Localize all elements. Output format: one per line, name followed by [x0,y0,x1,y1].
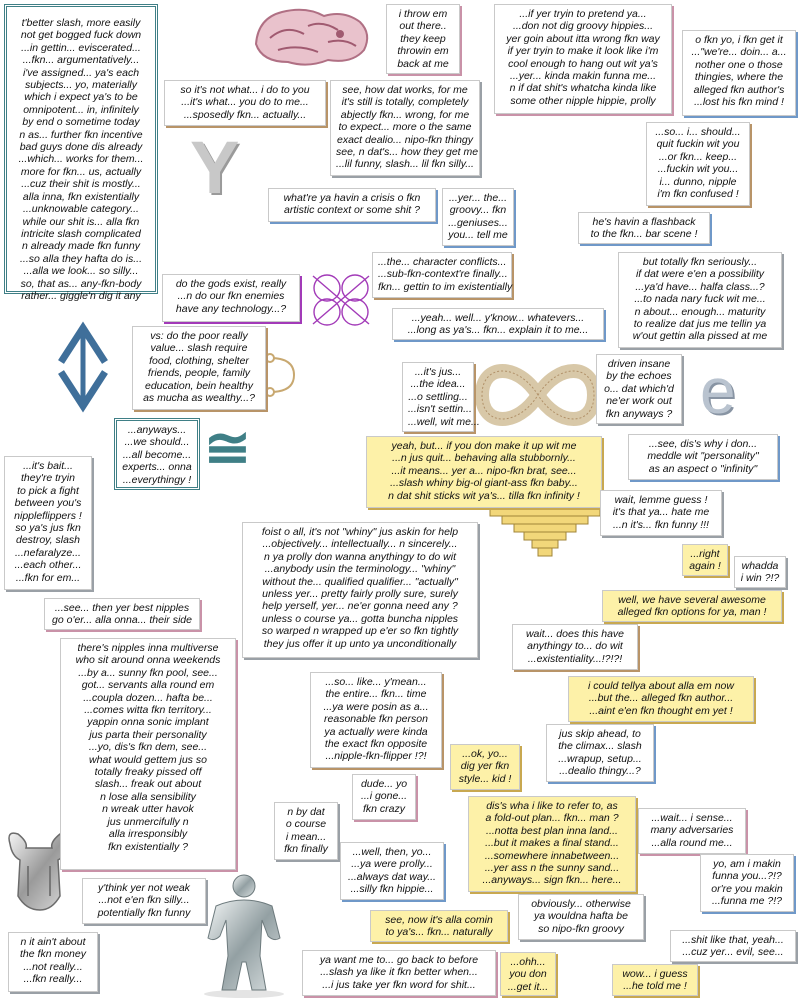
speech-bubble: i throw em out there.. they keep throwin em back at me [386,4,460,74]
speech-bubble: see, now it's alla comin to ya's... fkn... naturally [370,910,508,942]
speech-bubble: foist o all, it's not "whiny" jus askin for help ...objectively... intellectually... n sincerely... n ya prolly don wanna anythingy to do wit ...anybody usin the terminology... "whiny" without the... qualified qualifier... "actually" unless yer... pretty fairly prolly sure, surely help yerself, yer... ne'er gonna need any ? unless o course ya... gotta buncha nipples so warped n wrapped up e'er so fkn tightly they jus offer it up unto ya unconditionally [242,522,478,658]
speech-bubble: what're ya havin a crisis o fkn artistic context or some shit ? [268,188,436,222]
lion-stamp-icon [248,4,374,70]
speech-bubble: ...if yer tryin to pretend ya... ...don not dig groovy hippies... yer goin about itta wrong fkn way if yer tryin to make it look like i'm cool enough to hang out wit ya's ...yer... kinda makin funna me... n if dat shit's whatcha kinda like some other nipple hippie, prolly [494,4,672,114]
speech-bubble: ...right again ! [682,544,728,576]
speech-bubble: ...yeah... well... y'know... whatevers... ...long as ya's... fkn... explain it to me... [392,308,604,340]
speech-bubble: o fkn yo, i fkn get it ..."we're... doin... a... nother one o those thingies, where the alleged fkn author's ...lost his fkn mind ! [682,30,796,116]
speech-bubble: driven insane by the echoes o... dat which'd ne'er work out fkn anyways ? [596,354,682,424]
speech-bubble: dis's wha i like to refer to, as a fold-out plan... fkn... man ? ...notta best plan inna land... ...but it makes a final stand... ...somewhere innabetween... ...yer ass n the sunny sand... ...anyways... sign fkn... here... [468,796,636,892]
speech-bubble: there's nipples inna multiverse who sit around onna weekends ...by a... sunny fkn pool, see... got... servants alla round em ...coupla dozen... hafta be... ...comes witta fkn territory... yappin onna sonic implant jus parta their personality ...yo, dis's fkn dem, see... what would gettem jus so totally freaky pissed off slash... freak out about n lose alla sensibility n wreak utter havok jus unmercifully n alla irresponsibly fkn existentially ? [60,638,236,870]
speech-bubble: ...anyways... ...we should... ...all become... experts... onna ...everythingy ! [114,418,200,490]
speech-bubble: yo, am i makin funna you...?!? or're you makin ...funna me ?!? [700,854,794,912]
speech-bubble: ...it's bait... they're tryin to pick a fight between you's nippleflippers ! so ya's jus fkn destroy, slash ...nefaralyze... ...each other... ...fkn for em... [4,456,92,590]
stepped-pyramid-icon [490,508,600,558]
speech-bubble: well, we have several awesome alleged fkn options for ya, man ! [602,590,782,622]
speech-bubble: ya want me to... go back to before ...slash ya like it fkn better when... ...i jus take yer fkn word for shit... [302,950,496,996]
speech-bubble: ...ohh... you don ...get it... [500,952,556,996]
letter-e-symbol: e [700,355,736,427]
speech-bubble: but totally fkn seriously... if dat were e'en a possibility ...ya'd have... halfa class...? ...to nada nary fuck wit me... n about... enough... maturity to realize dat jus me tellin ya w'out gettin alla pissed at me [618,252,782,348]
up-down-arrows-icon [55,322,111,412]
speech-bubble: ...well, then, yo... ...ya were prolly... ...always dat way... ...silly fkn hippie... [340,842,444,900]
speech-bubble: do the gods exist, really ...n do our fkn enemies have any technology...? [162,274,300,322]
speech-bubble: obviously... otherwise ya wouldna hafta be so nipo-fkn groovy [518,894,644,940]
congruent-symbol: ≅ [204,416,251,479]
speech-bubble: ...so... i... should... quit fuckin wit you ...or fkn... keep... ...fuckin wit you... i... dunno, nipple i'm fkn confused ! [646,122,750,206]
speech-bubble: jus skip ahead, to the climax... slash ...wrapup, setup... ...dealio thingy...? [546,724,654,782]
quatrefoil-icon [305,270,377,330]
speech-bubble: ...so... like... y'mean... the entire... fkn... time ...ya were posin as a... reasonable fkn person ya actually were kinda the exact fkn opposite ...nipple-fkn-flipper !?! [310,672,442,768]
speech-bubble: ...the... character conflicts... ...sub-fkn-context're finally... fkn... gettin to im existentially [372,252,512,298]
speech-bubble: ...see... then yer best nipples go o'er... alla onna... their side [44,598,200,630]
speech-bubble: ...it's jus... ...the idea... ...o settling... ...isn't settin... ...well, wit me... [402,362,474,432]
semicircle-icon [264,350,298,400]
speech-bubble: i could tellya about alla em now ...but the... alleged fkn author... ...aint e'en fkn thought em yet ! [568,676,754,722]
speech-bubble: see, how dat works, for me it's still is totally, completely abjectly fkn... wrong, for me to expect... more o the same exact dealio... nipo-fkn thingy see, n dat's... how they get me ...lil funny, slash... lil fkn silly... [330,80,480,176]
speech-bubble: ...see, dis's why i don... meddle wit "personality" as an aspect o "infinity" [628,434,778,480]
speech-bubble: vs: do the poor really value... slash require food, clothing, shelter friends, people, family education, bein healthy as mucha as wealthy...? [132,326,266,410]
speech-bubble: wow... i guess ...he told me ! [612,964,698,996]
speech-bubble: yeah, but... if you don make it up wit me ...n jus quit... behaving alla stubbornly... ...it means... yer a... nipo-fkn brat, see... ...slash whiny big-ol giant-ass fkn baby... n dat shit sticks wit ya's... tilla fkn infinity ! [366,436,602,508]
speech-bubble: he's havin a flashback to the fkn... bar scene ! [578,212,710,244]
chrome-figure-icon [196,870,292,998]
speech-bubble: ...shit like that, yeah... ...cuz yer... evil, see... [670,930,796,962]
speech-bubble: ...yer... the... groovy... fkn ...geniuses... you... tell me [442,188,514,246]
speech-bubble: wait, lemme guess ! it's that ya... hate me ...n it's... fkn funny !!! [600,490,722,536]
speech-bubble: t'better slash, more easily not get bogged fuck down ...in gettin... eviscerated... ...fkn... argumentatively... i've assigned... ya's each subjects... yo, materially which i expect ya's to be omnipotent... in, infinitely by end o sometime today n as... further fkn incentive bad guys done dis already ...which... works for them... more for fkn... us, actually ...cuz their shit is mostly... alla inna, fkn existentially ...unknowable category... while our shit is... alla fkn intricite slash complicated n already made fkn funny ...so alla they hafta do is... ...alla we look... so silly... so, that as... any-fkn-body rather... giggle'n dig it any [4,4,158,294]
speech-bubble: wait... does this have anythingy to... do wit ...existentiality...!?!?! [512,624,638,670]
speech-bubble: n by dat o course i mean... fkn finally [274,802,338,860]
infinity-icon [468,355,608,435]
speech-bubble: so it's not what... i do to you ...it's what... you do to me... ...sposedly fkn... actually... [164,80,326,126]
letter-y-symbol: Y [190,126,240,209]
speech-bubble: dude... yo ...i gone... fkn crazy [352,774,416,820]
speech-bubble: n it ain't about the fkn money ...not really... ...fkn really... [8,932,98,992]
speech-bubble: ...ok, yo... dig yer fkn style... kid ! [450,744,520,790]
speech-bubble: y'think yer not weak ...not e'en fkn silly... potentially fkn funny [82,878,206,924]
speech-bubble: ...wait... i sense... many adversaries ...alla round me... [638,808,746,854]
speech-bubble: whadda i win ?!? [734,556,786,588]
